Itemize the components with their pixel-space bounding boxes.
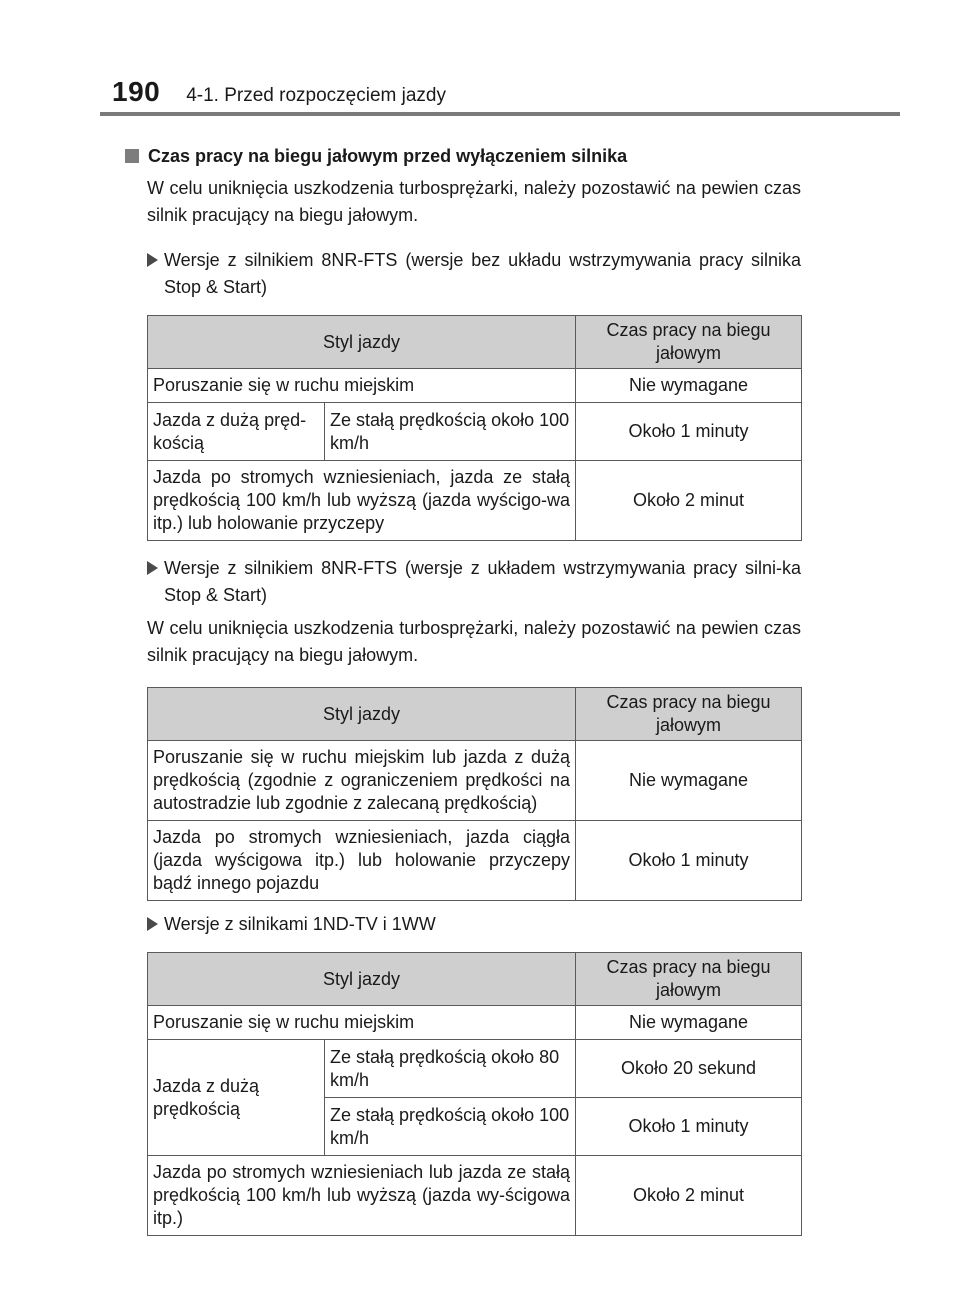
table-header-row	[148, 688, 802, 741]
cell-time: Nie wymagane	[576, 741, 802, 821]
header-divider	[100, 112, 900, 116]
cell-condition: Ze stałą prędkością około 80 km/h	[325, 1040, 576, 1098]
cell-condition: Ze stałą prędkością około 100 km/h	[325, 403, 576, 461]
idle-table-1	[147, 315, 802, 541]
cell-time: Około 1 minuty	[576, 821, 802, 901]
variant-bullet-2	[147, 555, 801, 609]
cell-time: Nie wymagane	[576, 369, 802, 403]
cell-time: Około 2 minut	[576, 1156, 802, 1236]
variant-label-1: Wersje z silnikiem 8NR-FTS (wersje bez układu wstrzymywania pracy silnika Stop & Start)	[164, 250, 801, 297]
table-row	[148, 1040, 802, 1098]
table-row	[148, 1156, 802, 1236]
cell-time: Około 1 minuty	[576, 403, 802, 461]
cell-style: Jazda po stromych wzniesieniach, jazda ciągła (jazda wyścigowa itp.) lub holowanie przyczepy bądź innego pojazdu	[148, 821, 576, 901]
triangle-bullet-icon	[147, 917, 158, 931]
column-header-style: Styl jazdy	[148, 688, 576, 741]
variant-note-2: W celu uniknięcia uszkodzenia turbosprężarki, należy pozostawić na pewien czas silnik pracujący na biegu jałowym.	[147, 618, 801, 665]
column-header-time: Czas pracy na biegu jałowym	[576, 316, 802, 369]
cell-style: Jazda po stromych wzniesieniach lub jazda ze stałą prędkością 100 km/h lub wyższą (jazda wy-ścigowa itp.)	[148, 1156, 576, 1236]
column-header-style: Styl jazdy	[148, 316, 576, 369]
variant-label-2: Wersje z silnikiem 8NR-FTS (wersje z układem wstrzymywania pracy silni-ka Stop & Start)	[164, 558, 801, 605]
cell-style: Jazda z dużą pręd-kością	[148, 403, 325, 461]
page-content	[125, 143, 801, 1236]
idle-table-2	[147, 687, 802, 901]
table-header-row	[148, 953, 802, 1006]
table-row	[148, 461, 802, 541]
cell-style: Jazda z dużą prędkością	[148, 1040, 325, 1156]
idle-table-3	[147, 952, 802, 1236]
cell-style: Jazda po stromych wzniesieniach, jazda ze stałą prędkością 100 km/h lub wyższą (jazda wyścigo-wa itp.) lub holowanie przyczepy	[148, 461, 576, 541]
cell-time: Około 1 minuty	[576, 1098, 802, 1156]
cell-time: Nie wymagane	[576, 1006, 802, 1040]
table-row	[148, 1006, 802, 1040]
triangle-bullet-icon	[147, 253, 158, 267]
table-row	[148, 403, 802, 461]
column-header-time: Czas pracy na biegu jałowym	[576, 688, 802, 741]
square-bullet-icon	[125, 149, 139, 163]
table-row	[148, 821, 802, 901]
triangle-bullet-icon	[147, 561, 158, 575]
table-row	[148, 741, 802, 821]
page-header	[112, 76, 446, 110]
cell-style: Poruszanie się w ruchu miejskim	[148, 1006, 576, 1040]
cell-time: Około 20 sekund	[576, 1040, 802, 1098]
cell-time: Około 2 minut	[576, 461, 802, 541]
cell-style: Poruszanie się w ruchu miejskim	[148, 369, 576, 403]
page-number: 190	[112, 76, 161, 107]
section-title: Czas pracy na biegu jałowym przed wyłączeniem silnika	[148, 145, 628, 166]
variant-bullet-3	[147, 911, 801, 938]
table-row	[148, 369, 802, 403]
cell-condition: Ze stałą prędkością około 100 km/h	[325, 1098, 576, 1156]
chapter-title: 4-1. Przed rozpoczęciem jazdy	[186, 85, 446, 106]
cell-style: Poruszanie się w ruchu miejskim lub jazda z dużą prędkością (zgodnie z ograniczeniem prędkości na autostradzie lub zgodnie z zalecaną prędkością)	[148, 741, 576, 821]
table-header-row	[148, 316, 802, 369]
section-intro: W celu uniknięcia uszkodzenia turbosprężarki, należy pozostawić na pewien czas silnik pracujący na biegu jałowym.	[147, 178, 801, 225]
section-heading	[125, 143, 801, 169]
column-header-style: Styl jazdy	[148, 953, 576, 1006]
variant-bullet-1	[147, 247, 801, 301]
variant-label-3: Wersje z silnikami 1ND-TV i 1WW	[164, 914, 436, 934]
column-header-time: Czas pracy na biegu jałowym	[576, 953, 802, 1006]
